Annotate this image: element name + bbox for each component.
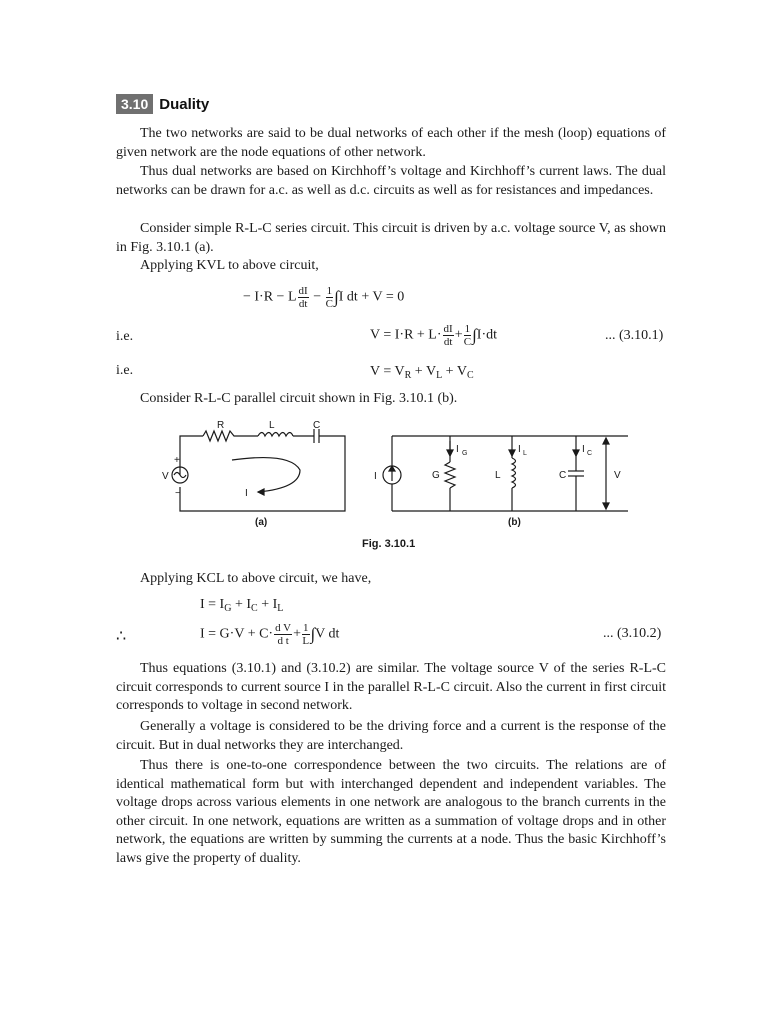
- label-a-I: I: [245, 488, 248, 499]
- paragraph-series-circuit: Consider simple R-L-C series circuit. This circuit is driven by a.c. voltage source V, as shown in Fig. 3.10.1 (a).: [116, 221, 666, 255]
- label-fig-a: (a): [255, 517, 268, 528]
- label-b-IC-sub: C: [587, 450, 593, 457]
- arrow-head-icon: [447, 450, 453, 456]
- eq2-C: C: [463, 336, 472, 348]
- inductor-L-parallel-symbol: [512, 458, 516, 488]
- integral-symbol: ∫: [472, 325, 477, 345]
- arrow-head-icon: [258, 489, 264, 495]
- ie-label-2: i.e.: [116, 363, 134, 378]
- eq2-lhs: V = I·R + L·: [370, 327, 442, 343]
- eq1-den: dt: [298, 298, 308, 310]
- label-b-G: G: [432, 470, 440, 481]
- eq3-plus1: + V: [411, 364, 437, 379]
- eq5-L: L: [302, 635, 310, 647]
- label-b-IG-sub: G: [462, 450, 468, 457]
- eq5-lhs: I = G·V + C·: [200, 626, 274, 642]
- label-b-V: V: [614, 470, 621, 481]
- inductor-L-symbol: [258, 433, 293, 437]
- eq1-minus: −: [313, 289, 322, 305]
- eq3-lhs: V = V: [370, 364, 405, 379]
- eq3-sub-L: L: [436, 370, 443, 381]
- label-a-V: V: [162, 471, 169, 482]
- paragraph-kirchhoff-basis: Thus dual networks are based on Kirchhoff’s voltage and Kirchhoff’s current laws. The dual networks can be drawn for a.c. as well as d.c. circuits as well as for resistances and impedances.: [116, 164, 666, 198]
- arrow-head-icon: [509, 450, 515, 456]
- equation-number-3-10-2: ... (3.10.2): [603, 626, 662, 641]
- eq2-num: dI: [443, 323, 453, 335]
- equation-number-3-10-1: ... (3.10.1): [605, 328, 664, 343]
- label-a-C: C: [313, 420, 321, 431]
- figure-caption: Fig. 3.10.1: [362, 538, 416, 550]
- equation-3-10-2: [200, 622, 339, 647]
- label-a-plus: +: [174, 455, 180, 466]
- eq1-one: 1: [326, 285, 333, 297]
- label-b-IG: I: [456, 444, 459, 455]
- eq1-rest: I dt + V = 0: [338, 289, 405, 305]
- arrow-head-icon: [603, 438, 609, 444]
- paragraph-apply-kvl: Applying KVL to above circuit,: [140, 258, 319, 273]
- eq1-num: dI: [298, 285, 308, 297]
- paragraph-driving-force: Generally a voltage is considered to be the driving force and a current is the response of the circuit. But in dual networks they are interchanged.: [116, 719, 666, 753]
- eq2-rest: I·dt: [476, 327, 497, 343]
- eq3-sub-C: C: [466, 370, 474, 381]
- equation-current-sum: [200, 596, 283, 618]
- eq4-sub-C: C: [251, 603, 258, 614]
- eq5-rest: V dt: [315, 626, 340, 642]
- therefore-symbol: ∴: [116, 628, 127, 645]
- eq4-plus2: + I: [257, 597, 278, 612]
- loop-current-arrow: [232, 458, 300, 492]
- label-b-I: I: [374, 471, 377, 482]
- paragraph-apply-kcl: Applying KCL to above circuit, we have,: [140, 571, 372, 586]
- label-a-R: R: [217, 420, 225, 431]
- eq4-sub-G: G: [224, 603, 232, 614]
- paragraph-dual-definition: The two networks are said to be dual networks of each other if the mesh (loop) equations of given network are the node equations of other network.: [116, 126, 666, 160]
- eq2-one: 1: [464, 323, 471, 335]
- eq3-sub-R: R: [404, 370, 412, 381]
- eq2-den: dt: [443, 336, 453, 348]
- eq4-lhs: I = I: [200, 597, 225, 612]
- eq4-sub-L: L: [277, 603, 284, 614]
- eq5-plus: +: [293, 626, 301, 642]
- eq1-lhs: − I·R − L: [243, 289, 297, 305]
- label-b-C: C: [559, 470, 567, 481]
- section-title: Duality: [159, 95, 210, 113]
- label-fig-b: (b): [508, 517, 521, 528]
- label-b-IL: I: [518, 444, 521, 455]
- conductance-G-symbol: [445, 462, 455, 488]
- label-a-minus: −: [175, 488, 181, 499]
- resistor-R-symbol: [203, 431, 258, 441]
- arrow-head-icon: [603, 503, 609, 509]
- eq5-fraction-dV-dt: [274, 622, 292, 647]
- eq2-plus: +: [454, 327, 463, 343]
- section-number: 3.10: [116, 94, 153, 114]
- label-b-IC: I: [582, 444, 585, 455]
- eq3-plus2: + V: [442, 364, 467, 379]
- label-b-IL-sub: L: [523, 450, 527, 457]
- paragraph-parallel-circuit: Consider R-L-C parallel circuit shown in Fig. 3.10.1 (b).: [140, 391, 458, 406]
- integral-symbol: ∫: [334, 287, 339, 307]
- integral-symbol: ∫: [310, 624, 316, 644]
- label-b-L: L: [495, 470, 501, 481]
- ie-label-1: i.e.: [116, 329, 134, 344]
- eq1-C: C: [325, 298, 334, 310]
- wire-a-left-top: [180, 436, 203, 475]
- wire-a-return: [180, 436, 345, 511]
- paragraph-similarity: Thus equations (3.10.1) and (3.10.2) are similar. The voltage source V of the series R-L-C circuit corresponds to current source I in the parallel R-L-C circuit. Also the current in first circuit corresponds to voltage in second network.: [116, 661, 666, 713]
- eq4-plus1: + I: [231, 597, 252, 612]
- eq5-fraction-1-L: [302, 622, 310, 647]
- paragraph-correspondence: Thus there is one-to-one correspondence between the two circuits. The relations are of identical mathematical form but with interchanged dependent and independent variables. The voltage drops across various elements in one network are analogous to the branch currents in the other circuit. In one network, equations are written as a summation of voltage drops and in other network, the equations are written by summing the currents at a node. Thus the basic Kirchhoff’s laws give the property of duality.: [116, 758, 666, 866]
- eq5-one: 1: [303, 622, 309, 634]
- eq5-num: d V: [275, 622, 292, 634]
- arrow-head-icon: [573, 450, 579, 456]
- eq5-den: d t: [277, 635, 289, 647]
- label-a-L: L: [269, 420, 275, 431]
